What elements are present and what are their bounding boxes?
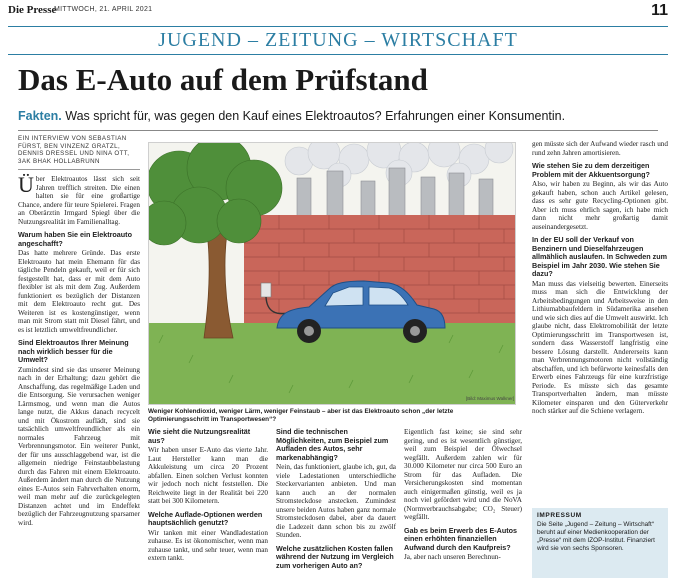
byline-rule	[18, 169, 140, 170]
question: In der EU soll der Verkauf von Benzinern und Dieselfahrzeugen allmählich auslaufen. In Schweden zum Beispiel im Jahr 2030. Wie stehen Sie dazu?	[532, 235, 667, 278]
question: Wie stehen Sie zu dem derzeitigen Problem mit der Akkuentsorgung?	[532, 161, 650, 179]
question: Gab es beim Erwerb des E-Autos einen erhöhten finanziellen Aufwand durch den Kaufpreis?	[404, 525, 518, 552]
answer: Man muss das vielseitig bewerten. Einerseits muss man sich die Entwicklung der Arbeitsbedingungen und Arbeitsweise in den Lithiumabbaufeldern in Südamerika ansehen und wie sich dies auf die Umwelt auswirkt. Ich glaube nicht, dass Elektromobilität der letzte Optimierungsschritt im Transportwesen ist, sondern dass Wasserstoff langfristig eine bessere Lösung darstellt. Andererseits kann man Verbrennungsmotoren nicht vollständig abschaffen, und ich befürworte keinesfalls den Erwerb eines Fahrzeugs für eine kurzfristige Periode. Es müsste sich das gesamte Transportverhalten ändern, man müsste Kilometer einsparen und den Güterverkehr noch stärker auf die Schiene verlagern.	[532, 279, 668, 415]
deck-text: Was spricht für, was gegen den Kauf eines Elektroautos? Erfahrungen einer Konsumentin.	[61, 109, 566, 123]
impressum-label: IMPRESSUM	[537, 512, 582, 519]
image-caption: Weniger Kohlendioxid, weniger Lärm, weniger Feinstaub – aber ist das Elektroauto schon „der letzte Optimierungsschritt im Transportwesen“?	[148, 408, 454, 423]
byline: EIN INTERVIEW VON SEBASTIAN FÜRST, BEN VINZENZ GRATZL, DENNIS DRESSEL UND NINA OTT, 3AK BHAK HOLLABRUNN	[18, 135, 130, 165]
deck-rule	[18, 130, 658, 131]
section-rubric: JUGEND – ZEITUNG – WIRTSCHAFT	[158, 29, 518, 51]
question: Welche zusätzlichen Kosten fallen während der Nutzung im Vergleich zum vorherigen Auto an?	[276, 543, 394, 570]
rubric-top-rule	[8, 26, 668, 27]
newspaper-brand: Die Presse	[8, 4, 57, 16]
answer: Also, wir haben zu Beginn, als wir das Auto gekauft haben, schon auch Artikel gelesen, dass es sehr gute Recycling-Optionen gibt. Aber ich muss ehrlich sagen, ich habe mich dann nicht mehr großartig damit auseinandergesetzt.	[532, 180, 668, 231]
answer: Wir haben unser E-Auto das vierte Jahr. Laut Hersteller kann man die Akkuleistung um circa 20 Prozent abfallen. Einen solchen Verlust konnten wir jedoch noch nicht feststellen. Die Reichweite liegt in der Realität bei 220 statt bei 300 Kilometern.	[148, 446, 268, 505]
answer: Nein, das funktioniert, glaube ich, gut, da viele Ladestationen unterschiedliche Steckervarianten anbieten. Und man kann auch an der normalen Stromsteckdose anstecken. Zumindest unsere beiden Autos haben ganz normale Stromsteckdosen dabei, aber da dauert die Ladezeit dann schon bis zu zwölf Stunden.	[276, 463, 396, 539]
headline: Das E-Auto auf dem Prüfstand	[18, 62, 428, 97]
rubric-bottom-rule	[8, 54, 668, 55]
answer: Das hatte mehrere Gründe. Das erste Elektroauto hat mein Ehemann für das tägliche Pendeln gekauft, weil er für sich festgestellt hat, dass er mit dem Auto flexibler ist als mit dem Zug. Außerdem funktioniert es bezüglich der Distanzen mit dem Elektroauto recht gut. Des Weiteren ist es kostengünstiger, wenn man mit Strom statt mit Diesel fährt, und es ist letztlich umweltfreundlicher.	[18, 249, 140, 334]
answer: Ja, aber nach unseren Berechnun-	[404, 553, 501, 561]
answer: Zumindest sind sie das unserer Meinung nach in der Erhaltung; dazu gehört die Anschaffung, das regelmäßige Laden und die Entsorgung. Sie verursachen weniger Lärmsmog, und wenn man die Autos lange nutzt, die Akkus danach recycelt und mit Ökostrom auflädt, sind sie tatsächlich umweltfreundlicher als ein normales Fahrzeug mit Verbrennungsmotor. Ein weiterer Punkt, der für uns ausschlaggebend war, ist die allgemein niedrige Feinstaubbelastung durch das Fahren mit einem Elektroauto. Außerdem ändert man durch die Nutzung eines E-Autos sein Fahrverhalten enorm, weil man mehr auf die zurückgelegten Distanzen achtet und im Endeffekt bezüglich der Fahrzeugnutzung sparsamer wird.	[18, 365, 140, 527]
column-1	[18, 135, 140, 528]
question: Welche Auflade-Optionen werden hauptsächlich genutzt?	[148, 509, 263, 527]
column-4	[404, 428, 522, 563]
answer: Eigentlich fast keine; sie sind sehr gering, und es ist wesentlich günstiger, weil zum Beispiel der Ölwechsel wegfällt. Außerdem zahlen wir für 30.000 Kilometer nur circa 500 Euro an Strom für das Aufladen. Die Versicherungskosten sind momentan auch einigermaßen günstig, weil es ja noch viel gefördert wird und die NoVA (Normverbrauchsabgabe; CO₂ Steuer) wegfällt.	[404, 428, 522, 521]
masthead	[8, 4, 668, 20]
question: Warum haben Sie ein Elektroauto angeschafft?	[18, 230, 132, 248]
answer: gen müsste sich der Aufwand wieder rasch und rund zehn Jahren amortisieren.	[532, 140, 668, 157]
column-3	[276, 428, 396, 571]
car-drawing	[149, 143, 516, 405]
impressum-box	[532, 508, 668, 578]
answer: Wir tanken mit einer Wandladestation zuhause. Es ist ökonomischer, wenn man zuhause tankt, und sehr teuer, wenn man extern tankt.	[148, 528, 268, 562]
question: Wie sieht die Nutzungsrealität aus?	[148, 427, 251, 445]
electric-car-illustration	[148, 142, 516, 405]
deck-kicker: Fakten.	[18, 109, 62, 123]
page-number: 11	[651, 2, 668, 19]
column-5	[532, 140, 668, 417]
issue-date: MITTWOCH, 21. APRIL 2021	[54, 6, 153, 13]
deck	[18, 108, 565, 124]
dropcap: Ü	[18, 172, 34, 197]
question: Sind die technischen Möglichkeiten, zum Beispiel zum Aufladen des Autos, sehr markenabhängig?	[276, 427, 389, 462]
image-credit: [Bild: Maximus Walkner]	[466, 396, 515, 401]
impressum-text: Die Seite „Jugend – Zeitung – Wirtschaft“ beruht auf einer Medienkooperation der „Presse“ mit dem IZOP-Institut. Finanziert wird sie von sechs Sponsoren.	[537, 521, 655, 552]
column-2	[148, 428, 268, 564]
question: Sind Elektroautos Ihrer Meinung nach wirklich besser für die Umwelt?	[18, 338, 129, 364]
intro-paragraph: Über Elektroautos lässt sich seit Jahren trefflich streiten. Die einen halten sie für eine großartige Chance, andere für teure Spielerei. Fragen an Oberärztin Irmgard Spiegl über die Nutzungsrealität im Familienalltag.	[18, 172, 140, 226]
